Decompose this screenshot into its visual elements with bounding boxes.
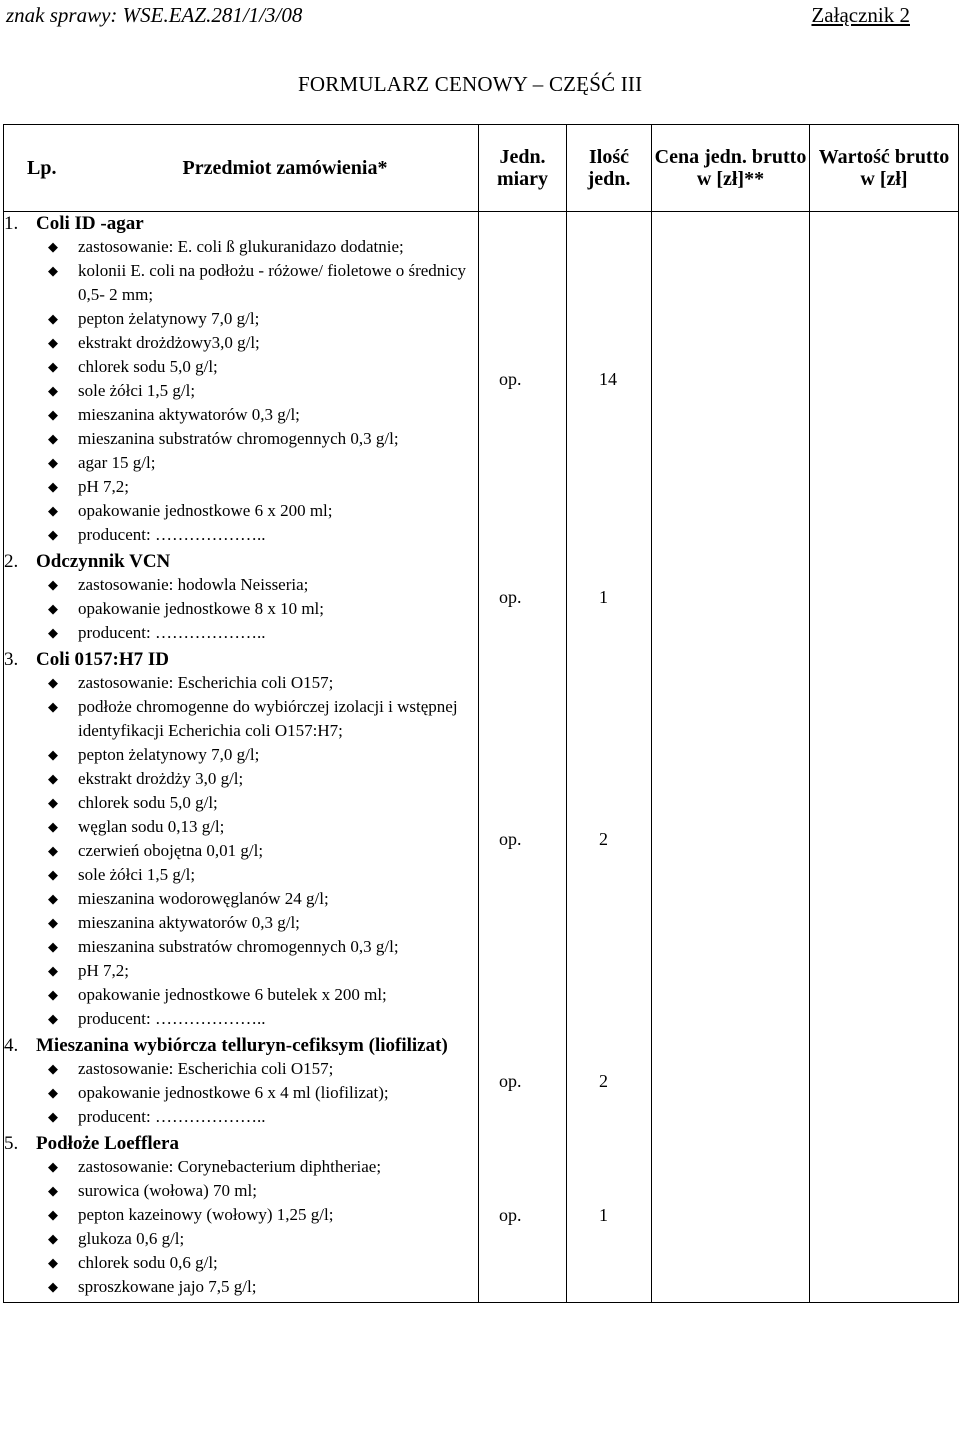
feature-item: ◆ chlorek sodu 5,0 g/l; [48,791,478,815]
attachment-label: Załącznik 2 [811,3,910,27]
feature-item: ◆ zastosowanie: Corynebacterium diphtheriae; [48,1155,478,1179]
unit-cell [479,212,567,1303]
feature-item: ◆ czerwień obojętna 0,01 g/l; [48,839,478,863]
feature-list [4,1155,478,1299]
item-name: Coli 0157:H7 ID [36,649,169,670]
item-name: Coli ID -agar [36,213,144,234]
feature-item: ◆ opakowanie jednostkowe 6 x 200 ml; [48,499,478,523]
feature-item: ◆ sole żółci 1,5 g/l; [48,863,478,887]
list-item [4,212,478,547]
qty-value: 1 [599,587,608,607]
item-heading [4,212,478,235]
item-number: 5. [4,1133,19,1154]
form-title: FORMULARZ CENOWY – CZĘŚĆ III [298,72,643,96]
list-item [4,648,478,1031]
unit-value: op. [499,1205,522,1225]
feature-item: ◆ producent: ……………….. [48,1105,478,1129]
feature-item: ◆ sproszkowane jajo 7,5 g/l; [48,1275,478,1299]
feature-item: ◆ mieszanina aktywatorów 0,3 g/l; [48,403,478,427]
feature-item: ◆ producent: ……………….. [48,621,478,645]
qty-value: 2 [599,829,608,849]
items-cell [4,212,479,1303]
qty-value: 2 [599,1071,608,1091]
feature-item: ◆ podłoże chromogenne do wybiórczej izolacji i wstępnej identyfikacji Echerichia coli O157:H7; [48,695,478,743]
feature-item: ◆ chlorek sodu 5,0 g/l; [48,355,478,379]
price-input-cell[interactable] [652,212,810,1303]
table-header-row [4,125,959,212]
feature-item: ◆ mieszanina wodorowęglanów 24 g/l; [48,887,478,911]
qty-value: 14 [599,369,617,389]
feature-item: ◆ ekstrakt drożdżowy3,0 g/l; [48,331,478,355]
unit-value: op. [499,1071,522,1091]
feature-item: ◆ pepton żelatynowy 7,0 g/l; [48,743,478,767]
feature-item: ◆ mieszanina aktywatorów 0,3 g/l; [48,911,478,935]
item-heading [4,1132,478,1155]
feature-item: ◆ surowica (wołowa) 70 ml; [48,1179,478,1203]
feature-item: ◆ agar 15 g/l; [48,451,478,475]
feature-item: ◆ pH 7,2; [48,475,478,499]
item-number: 4. [4,1035,19,1056]
column-value: Wartość brutto w [zł] [810,125,959,212]
feature-item: ◆ kolonii E. coli na podłożu - różowe/ fioletowe o średnicy 0,5- 2 mm; [48,259,478,307]
feature-item: ◆ zastosowanie: E. coli ß glukuranidazo dodatnie; [48,235,478,259]
feature-item: ◆ opakowanie jednostkowe 6 butelek x 200 ml; [48,983,478,1007]
item-number: 3. [4,649,19,670]
feature-list [4,235,478,547]
item-heading [4,648,478,671]
price-form-table [3,124,959,1303]
feature-list [4,1057,478,1129]
feature-item: ◆ producent: ……………….. [48,1007,478,1031]
feature-item: ◆ opakowanie jednostkowe 8 x 10 ml; [48,597,478,621]
table-row [4,212,959,1303]
unit-value: op. [499,587,522,607]
item-number: 1. [4,213,19,234]
item-heading [4,550,478,573]
feature-item: ◆ glukoza 0,6 g/l; [48,1227,478,1251]
feature-item: ◆ opakowanie jednostkowe 6 x 4 ml (liofilizat); [48,1081,478,1105]
column-subject: Przedmiot zamówienia* [182,157,388,179]
feature-item: ◆ sole żółci 1,5 g/l; [48,379,478,403]
feature-item: ◆ zastosowanie: Escherichia coli O157; [48,671,478,695]
column-qty: Ilość jedn. [567,125,652,212]
column-unit: Jedn. miary [479,125,567,212]
case-reference: znak sprawy: WSE.EAZ.281/1/3/08 [6,3,303,27]
list-item [4,1132,478,1299]
feature-list [4,671,478,1031]
list-item [4,550,478,645]
feature-item: ◆ pH 7,2; [48,959,478,983]
feature-item: ◆ mieszanina substratów chromogennych 0,3 g/l; [48,935,478,959]
item-name: Mieszanina wybiórcza telluryn-cefiksym (liofilizat) [36,1035,448,1056]
list-item [4,1034,478,1129]
value-input-cell[interactable] [810,212,959,1303]
feature-item: ◆ zastosowanie: Escherichia coli O157; [48,1057,478,1081]
feature-item: ◆ węglan sodu 0,13 g/l; [48,815,478,839]
feature-item: ◆ producent: ……………….. [48,523,478,547]
feature-list [4,573,478,645]
feature-item: ◆ pepton żelatynowy 7,0 g/l; [48,307,478,331]
column-lp: Lp. [27,157,57,179]
item-number: 2. [4,551,19,572]
unit-value: op. [499,369,522,389]
item-name: Odczynnik VCN [36,551,171,572]
qty-cell [567,212,652,1303]
column-header-lp-subject [4,125,479,212]
feature-item: ◆ mieszanina substratów chromogennych 0,3 g/l; [48,427,478,451]
qty-value: 1 [599,1205,608,1225]
item-name: Podłoże Loefflera [36,1133,179,1154]
feature-item: ◆ ekstrakt drożdży 3,0 g/l; [48,767,478,791]
feature-item: ◆ pepton kazeinowy (wołowy) 1,25 g/l; [48,1203,478,1227]
unit-value: op. [499,829,522,849]
feature-item: ◆ chlorek sodu 0,6 g/l; [48,1251,478,1275]
item-heading [4,1034,478,1057]
column-price: Cena jedn. brutto w [zł]** [652,125,810,212]
feature-item: ◆ zastosowanie: hodowla Neisseria; [48,573,478,597]
